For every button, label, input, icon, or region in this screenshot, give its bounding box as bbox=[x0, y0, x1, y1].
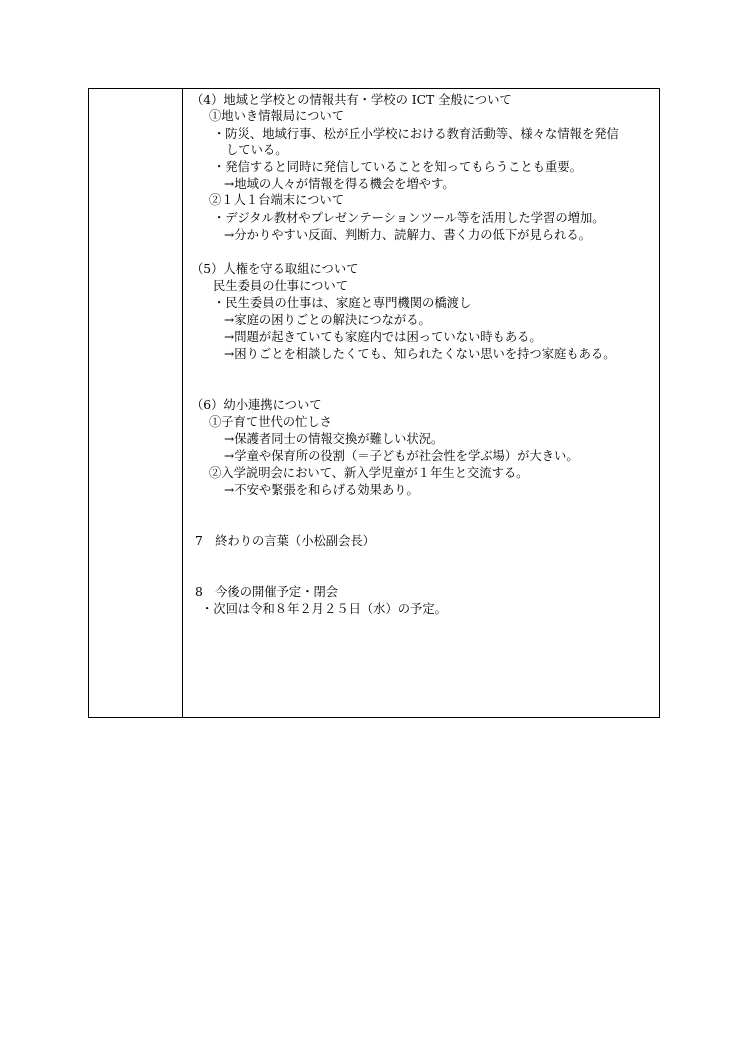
section-4-bullet-3: ・デジタル教材やプレゼンテーションツール等を活用した学習の増加。 bbox=[213, 211, 605, 225]
section-4-heading: （4）地域と学校との情報共有・学校の ICT 全般について bbox=[191, 93, 512, 107]
item-8-bullet-next-meeting: ・次回は令和８年２月２５日（水）の予定。 bbox=[201, 602, 447, 616]
section-6-subheading-2: ②入学説明会において、新入学児童が１年生と交流する。 bbox=[209, 466, 529, 480]
section-6-heading: （6）幼小連携について bbox=[191, 398, 322, 412]
content-column bbox=[183, 89, 659, 717]
section-4-bullet-1-line-1: ・防災、地域行事、松が丘小学校における教育活動等、様々な情報を発信 bbox=[213, 127, 619, 141]
section-5-subheading: 民生委員の仕事について bbox=[213, 279, 349, 293]
section-5-arrow-2: →問題が起きていても家庭内では困っていない時もある。 bbox=[224, 330, 542, 344]
label-column bbox=[89, 89, 183, 717]
section-5-heading: （5）人権を守る取組について bbox=[191, 262, 359, 276]
section-5-arrow-1: →家庭の困りごとの解決につながる。 bbox=[224, 313, 431, 327]
item-7-closing-remarks: 7 終わりの言葉（小松副会長） bbox=[195, 534, 375, 548]
section-5-bullet-1: ・民生委員の仕事は、家庭と専門機関の橋渡し bbox=[213, 296, 472, 310]
section-4-bullet-2: ・発信すると同時に発信していることを知ってもらうことも重要。 bbox=[213, 160, 582, 174]
section-6-arrow-2: →学童や保育所の役割（＝子どもが社会性を学ぶ場）が大きい。 bbox=[224, 449, 579, 463]
section-5-arrow-3: →困りごとを相談したくても、知られたくない思いを持つ家庭もある。 bbox=[224, 347, 616, 361]
minutes-table bbox=[88, 88, 660, 718]
section-4-subheading-1: ①地いき情報局について bbox=[209, 109, 345, 123]
section-6-arrow-1: →保護者同士の情報交換が難しい状況。 bbox=[224, 432, 444, 446]
section-4-bullet-2-arrow: →地域の人々が情報を得る機会を増やす。 bbox=[224, 177, 455, 191]
section-6-subheading-1: ①子育て世代の忙しさ bbox=[209, 415, 332, 429]
item-8-heading: 8 今後の開催予定・閉会 bbox=[195, 585, 339, 599]
section-6-arrow-3: →不安や緊張を和らげる効果あり。 bbox=[224, 483, 419, 497]
section-4-bullet-1-line-2: している。 bbox=[226, 143, 288, 157]
section-4-bullet-3-arrow: →分かりやすい反面、判断力、読解力、書く力の低下が見られる。 bbox=[224, 228, 591, 242]
section-4-subheading-2: ②１人１台端末について bbox=[209, 193, 345, 207]
